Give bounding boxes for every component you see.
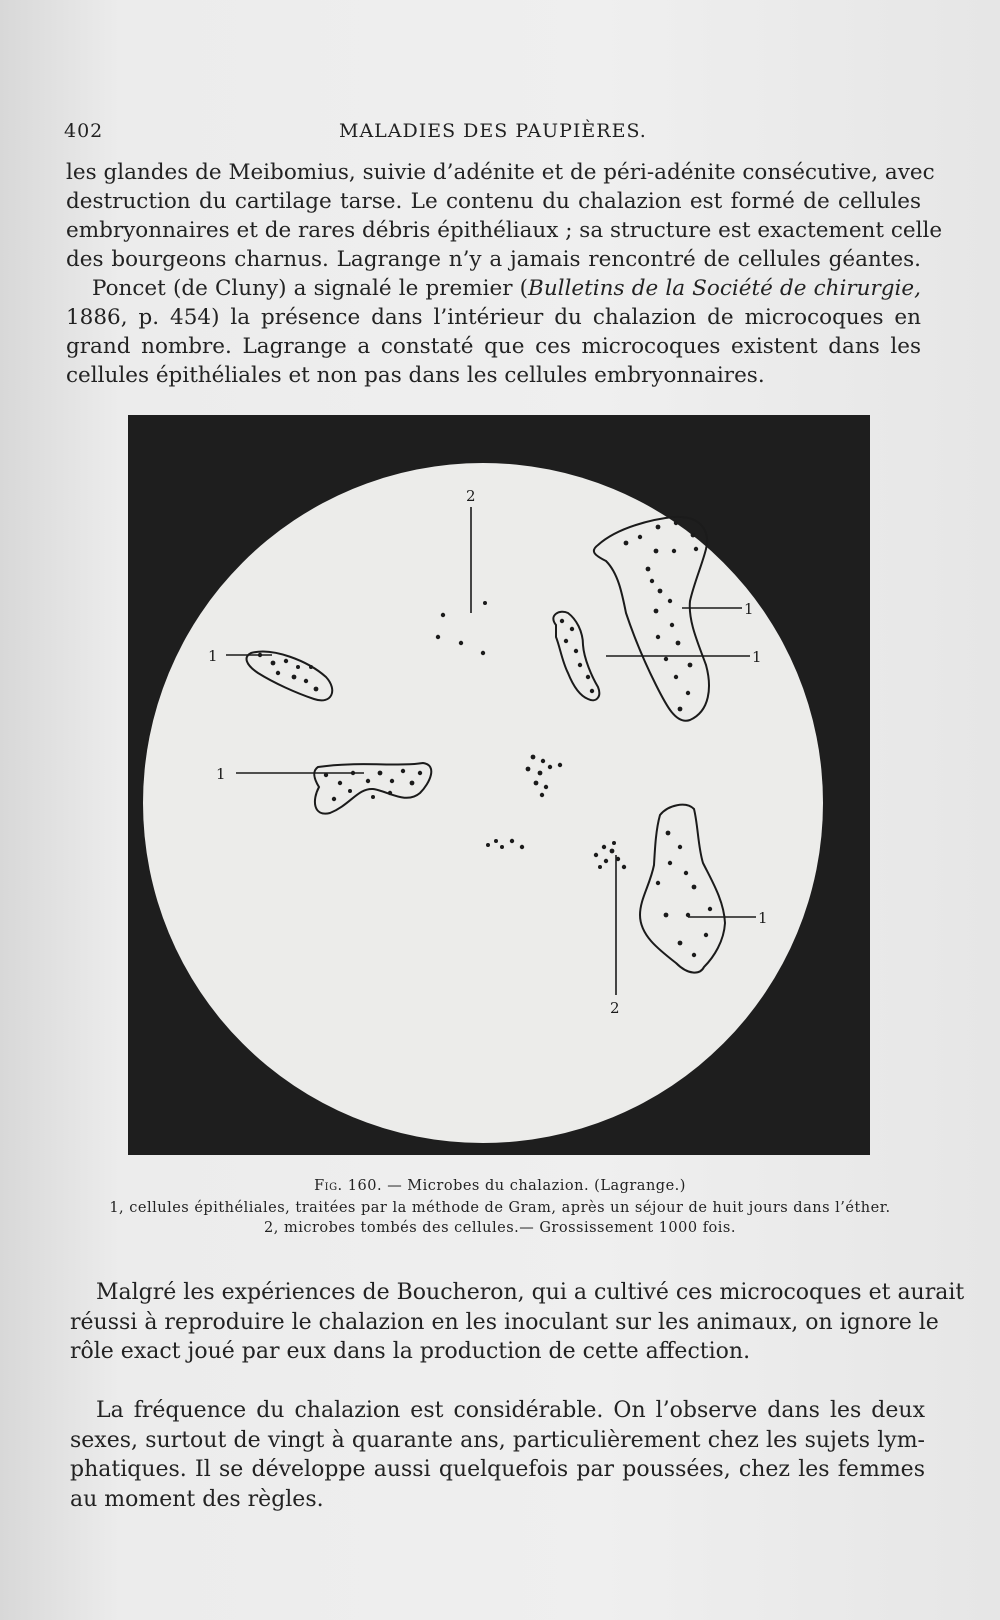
page-number: 402 [64, 120, 104, 142]
text-run: Poncet (de Cluny) a signalé le premier ( [92, 276, 529, 301]
text-line: les glandes de Meibomius, suivie d’adénite et de péri-adénite consécutive, avec [66, 160, 935, 185]
label-microbes-2: 2 [466, 487, 476, 505]
paragraph-frequence [70, 1396, 925, 1514]
text-line: cellules épithéliales et non pas dans les cellules embryonnaires. [66, 363, 765, 388]
microscope-field [143, 463, 823, 1143]
text-line: grand nombre. Lagrange a constaté que ces microcoques existent dans les [66, 334, 921, 359]
text-line [66, 274, 921, 303]
paragraph-boucheron [70, 1278, 965, 1367]
text-line: sexes, surtout de vingt à quarante ans, particulièrement chez les sujets lym- [70, 1427, 925, 1453]
figure-abbrev: Fig. [314, 1178, 343, 1194]
label-cell-1: 1 [752, 648, 762, 666]
label-cell-1: 1 [758, 909, 768, 927]
label-cell-1: 1 [744, 600, 754, 618]
text-line: Malgré les expériences de Boucheron, qui a cultivé ces microcoques et aurait [96, 1280, 965, 1305]
label-microbes-2: 2 [610, 999, 620, 1017]
figure-title: — Microbes du chalazion. (Lagrange.) [387, 1178, 686, 1194]
text-line: embryonnaires et de rares débris épithéliaux ; sa structure est exactement celle [66, 218, 943, 243]
label-cell-1: 1 [208, 647, 218, 665]
figure-number: 160. [347, 1178, 383, 1194]
paragraph-chalazion-structure [66, 158, 943, 274]
text-line: phatiques. Il se développe aussi quelquefois par poussées, chez les femmes [70, 1457, 925, 1482]
text-line: 1886, p. 454) la présence dans l’intérieur du chalazion de microcoques en [66, 305, 921, 330]
label-cell-1: 1 [216, 765, 226, 783]
text-line: destruction du cartilage tarse. Le contenu du chalazion est formé de cellules [66, 189, 921, 214]
text-line: rôle exact joué par eux dans la production de cette affection. [70, 1339, 751, 1364]
text-line: La fréquence du chalazion est considérable. On l’observe dans les deux [96, 1398, 925, 1423]
figure-caption-title [80, 1176, 920, 1196]
figure-caption-legend-1: 1, cellules épithéliales, traitées par la méthode de Gram, après un séjour de huit jours dans l’éther. [109, 1200, 891, 1216]
figure-microscope-plate [128, 415, 870, 1155]
figure-caption-legend-2: 2, microbes tombés des cellules.— Grossissement 1000 fois. [264, 1220, 736, 1236]
text-line: au moment des règles. [70, 1486, 324, 1512]
text-line: réussi à reproduire le chalazion en les inoculant sur les animaux, on ignore le [70, 1309, 939, 1335]
citation-italic: Bulletins de la Société de chirurgie, [528, 276, 921, 301]
micrograph-illustration [128, 415, 870, 1155]
running-title: MALADIES DES PAUPIÈRES. [339, 120, 647, 142]
text-line: des bourgeons charnus. Lagrange n’y a jamais rencontré de cellules géantes. [66, 247, 921, 272]
page-header [64, 120, 649, 150]
paragraph-poncet [66, 274, 921, 390]
